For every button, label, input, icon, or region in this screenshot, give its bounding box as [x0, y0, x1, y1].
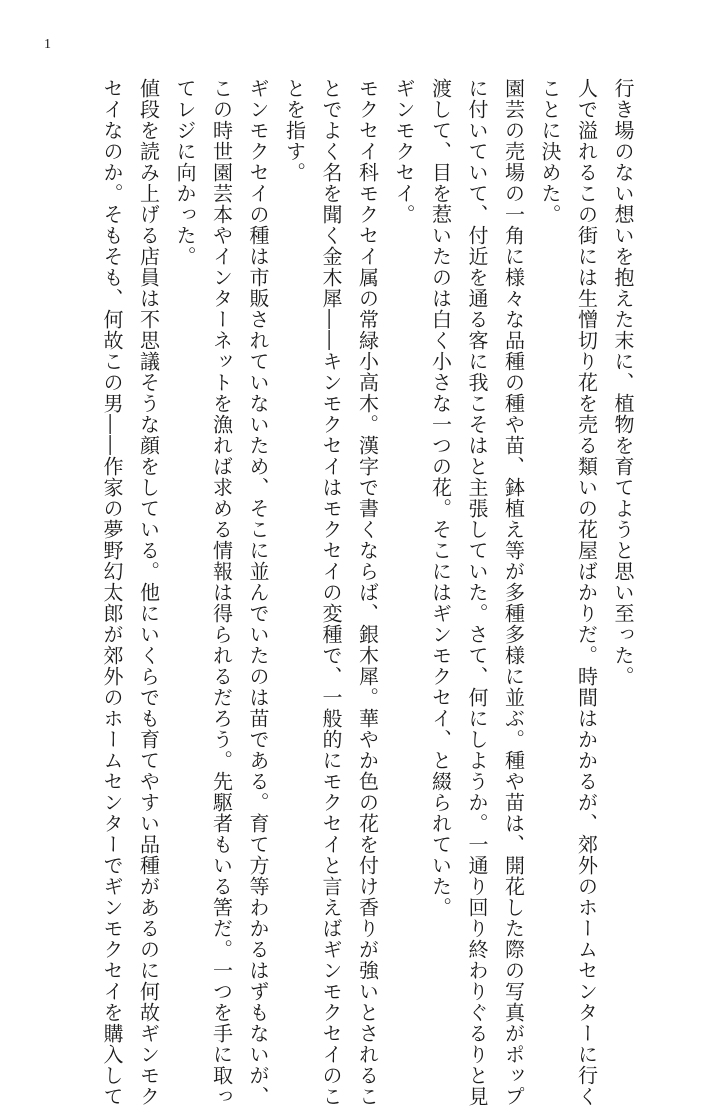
text-line: てレジに向かった。 [173, 78, 197, 267]
text-line: 値段を読み上げる店員は不思議そうな顔をしている。他にいくらでも育てやすい品種があるのに何故ギンモク [136, 78, 161, 1107]
text-line: この時世園芸本やインターネットを漁れば求める情報は得られるだろう。先駆者もいる筈だ。一つを手に取っ [209, 78, 234, 1107]
text-line: とでよく名を聞く金木犀――キンモクセイはモクセイの変種で、一般的にモクセイと言えばギンモクセイのこ [319, 78, 343, 1107]
text-line: ことに決めた。 [538, 78, 562, 225]
text-line: とを指す。 [282, 78, 307, 183]
body-text [94, 78, 642, 1107]
text-line: 渡して、目を惹いたのは白く小さな一つの花。そこにはギンモクセイ、と綴られていた。 [428, 78, 453, 918]
text-line: 人で溢れるこの街には生憎切り花を売る類いの花屋ばかりだ。時間はかかるが、郊外のホームセンターに行く [574, 78, 599, 1107]
text-line: 園芸の売場の一角に様々な品種の種や苗、鉢植え等が多種多様に並ぶ。種や苗は、開花した際の写真がポップ [501, 78, 526, 1107]
text-line: モクセイ科モクセイ属の常緑小高木。漢字で書くならば、銀木犀。華やか色の花を付け香りが強いとされるこ [355, 78, 380, 1107]
text-line: に付いていて、付近を通る客に我こそはと主張していた。さて、何にしようか。一通り回り終わりぐるりと見 [465, 78, 489, 1107]
text-line: ギンモクセイ。 [392, 78, 416, 225]
page-number: 1 [44, 37, 51, 52]
text-line: 行き場のない想いを抱えた末に、植物を育てようと思い至った。 [611, 78, 635, 687]
text-line: ギンモクセイの種は市販されていないため、そこに並んでいたのは苗である。育て方等わかるはずもないが、 [246, 78, 270, 1107]
text-line: セイなのか。そもそも、何故この男――作家の夢野幻太郎が郊外のホームセンターでギンモクセイを購入して [100, 78, 124, 1107]
